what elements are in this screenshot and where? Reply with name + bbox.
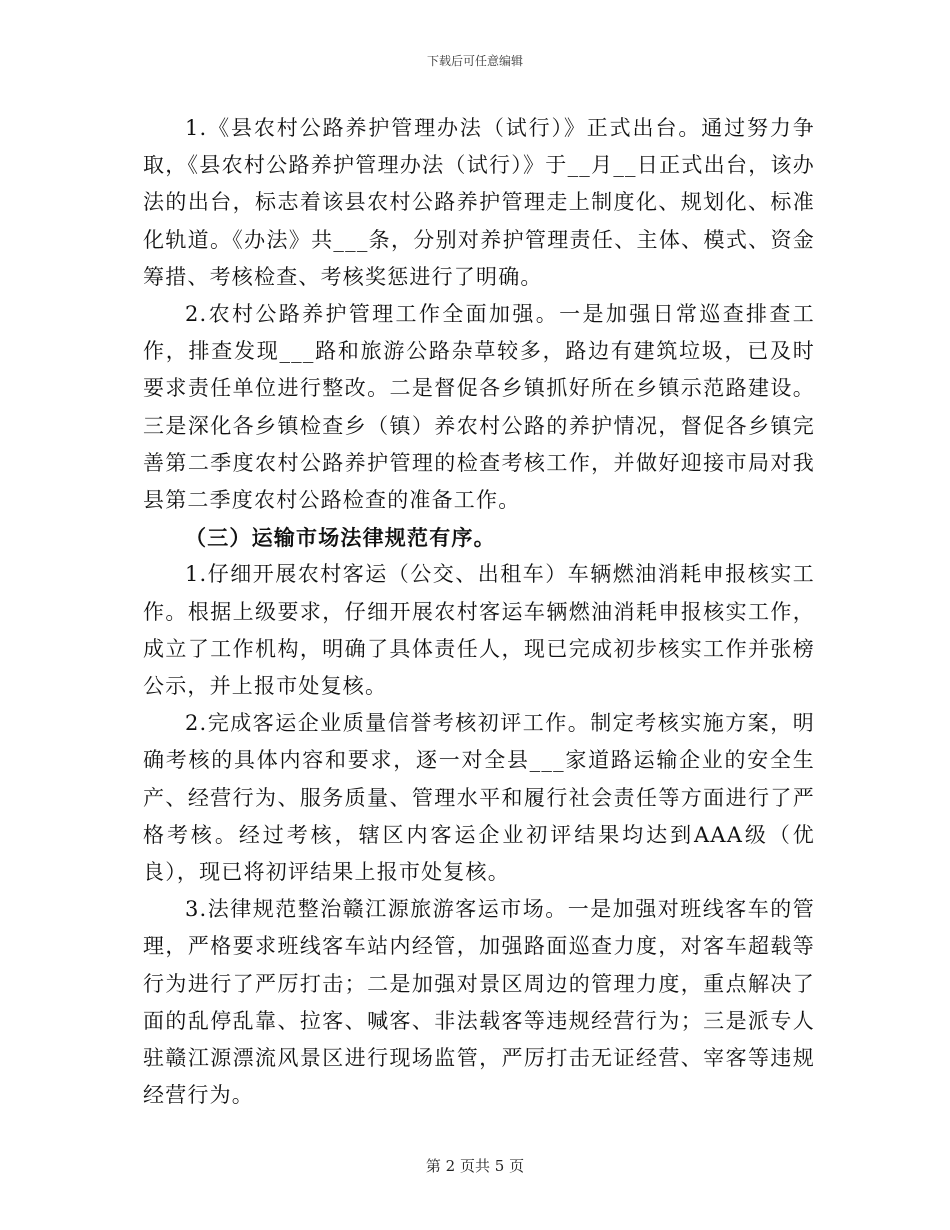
paragraph-maintenance-strengthened: 2.农村公路养护管理工作全面加强。一是加强日常巡查排查工作，排查发现___路和旅游公路杂草较多，路边有建筑垃圾，已及时要求责任单位进行整改。二是督促各乡镇抓好所在乡镇示范路建设。三是深化各乡镇检查乡（镇）养农村公路的养护情况，督促各乡镇完善第二季度农村公路养护管理的检查考核工作，并做好迎接市局对我县第二季度农村公路检查的准备工作。 <box>143 302 815 513</box>
section-heading-transport-market: （三）运输市场法律规范有序。 <box>185 525 496 551</box>
page-header: 下载后可任意编辑 <box>426 54 523 68</box>
page-number: 第 2 页共 5 页 <box>425 1157 525 1175</box>
paragraph-regulation-issued: 1.《县农村公路养护管理办法（试行）》正式出台。通过努力争取，《县农村公路养护管理办法（试行）》于__月__日正式出台，该办法的出台，标志着该县农村公路养护管理走上制度化、规划化、标准化轨道。《办法》共___条，分别对养护管理责任、主体、模式、资金筹措、考核检查、考核奖惩进行了明确。 <box>143 116 815 289</box>
paragraph-fuel-verification: 1.仔细开展农村客运（公交、出租车）车辆燃油消耗申报核实工作。根据上级要求，仔细开展农村客运车辆燃油消耗申报核实工作，成立了工作机构，明确了具体责任人，现已完成初步核实工作并张榜公示，并上报市处复核。 <box>143 562 815 699</box>
paragraph-quality-assessment: 2.完成客运企业质量信誉考核初评工作。制定考核实施方案，明确考核的具体内容和要求，逐一对全县___家道路运输企业的安全生产、经营行为、服务质量、管理水平和履行社会责任等方面进行了严格考核。经过考核，辖区内客运企业初评结果均达到AAA级（优良），现已将初评结果上报市处复核。 <box>143 711 815 885</box>
document-body <box>143 110 815 1114</box>
paragraph-tourism-market-regulation: 3.法律规范整治赣江源旅游客运市场。一是加强对班线客车的管理，严格要求班线客车站内经管，加强路面巡查力度，对客车超载等行为进行了严厉打击；二是加强对景区周边的管理力度，重点解决了面的乱停乱靠、拉客、喊客、非法载客等违规经营行为；三是派专人驻赣江源漂流风景区进行现场监管，严厉打击无证经营、宰客等违规经营行为。 <box>143 897 815 1108</box>
